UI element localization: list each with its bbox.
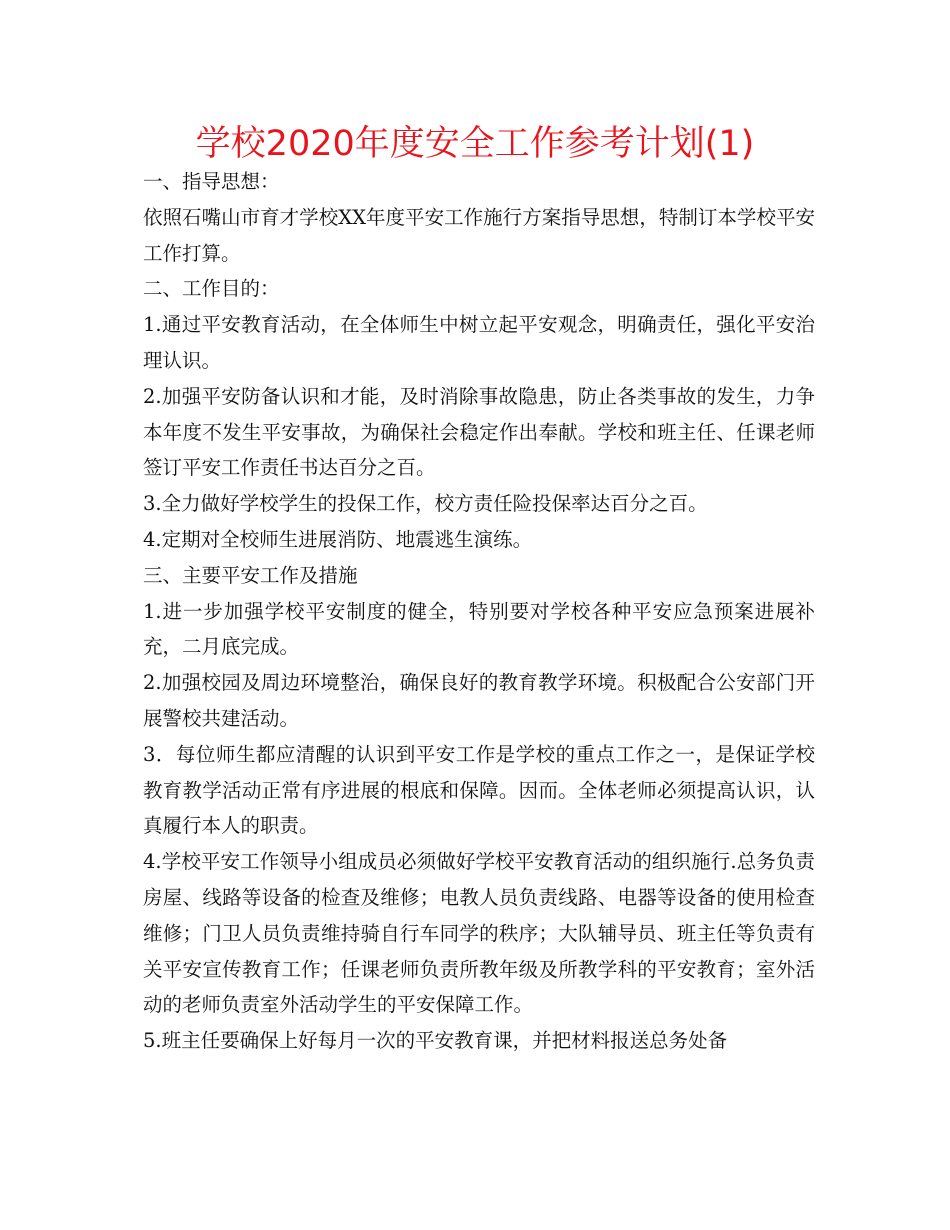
list-item: 2.加强平安防备认识和才能，及时消除事故隐患，防止各类事故的发生，力争本年度不发生平安事故，为确保社会稳定作出奉献。学校和班主任、任课老师签订平安工作责任书达百分之百。 — [143, 384, 815, 480]
list-item: 4.定期对全校师生进展消防、地震逃生演练。 — [143, 527, 533, 551]
list-item: 4.学校平安工作领导小组成员必须做好学校平安教育活动的组织施行.总务负责房屋、线路等设备的检查及维修；电教人员负责线路、电器等设备的使用检查维修；门卫人员负责维持骑自行车同学的秩序；大队辅导员、班主任等负责有关平安宣传教育工作；任课老师负责所教年级及所教学科的平安教育；室外活动的老师负责室外活动学生的平安保障工作。 — [143, 850, 815, 1017]
heading-guiding-ideology: 一、指导思想： — [143, 170, 280, 193]
list-item: 1.进一步加强学校平安制度的健全，特别要对学校各种平安应急预案进展补充，二月底完成。 — [143, 599, 815, 659]
list-item: 5.班主任要确保上好每月一次的平安教育课，并把材料报送总务处备 — [143, 1029, 728, 1053]
document-title: 学校2020年度安全工作参考计划(1) — [195, 124, 755, 164]
list-item: 1.通过平安教育活动，在全体师生中树立起平安观念，明确责任，强化平安治理认识。 — [143, 313, 815, 372]
list-item: 3.全力做好学校学生的投保工作，校方责任险投保率达百分之百。 — [143, 492, 708, 516]
paragraph: 依照石嘴山市育才学校XX年度平安工作施行方案指导思想，特制订本学校平安工作打算。 — [143, 205, 815, 265]
list-item: 2.加强校园及周边环境整治，确保良好的教育教学环境。积极配合公安部门开展警校共建活动。 — [143, 671, 815, 730]
document-body — [143, 164, 815, 1059]
heading-work-goals: 二、工作目的： — [143, 277, 280, 301]
heading-main-measures: 三、主要平安工作及措施 — [143, 563, 358, 587]
list-item: 3．每位师生都应清醒的认识到平安工作是学校的重点工作之一，是保证学校教育教学活动正常有序进展的根底和保障。因而。全体老师必须提高认识，认真履行本人的职责。 — [143, 742, 815, 838]
